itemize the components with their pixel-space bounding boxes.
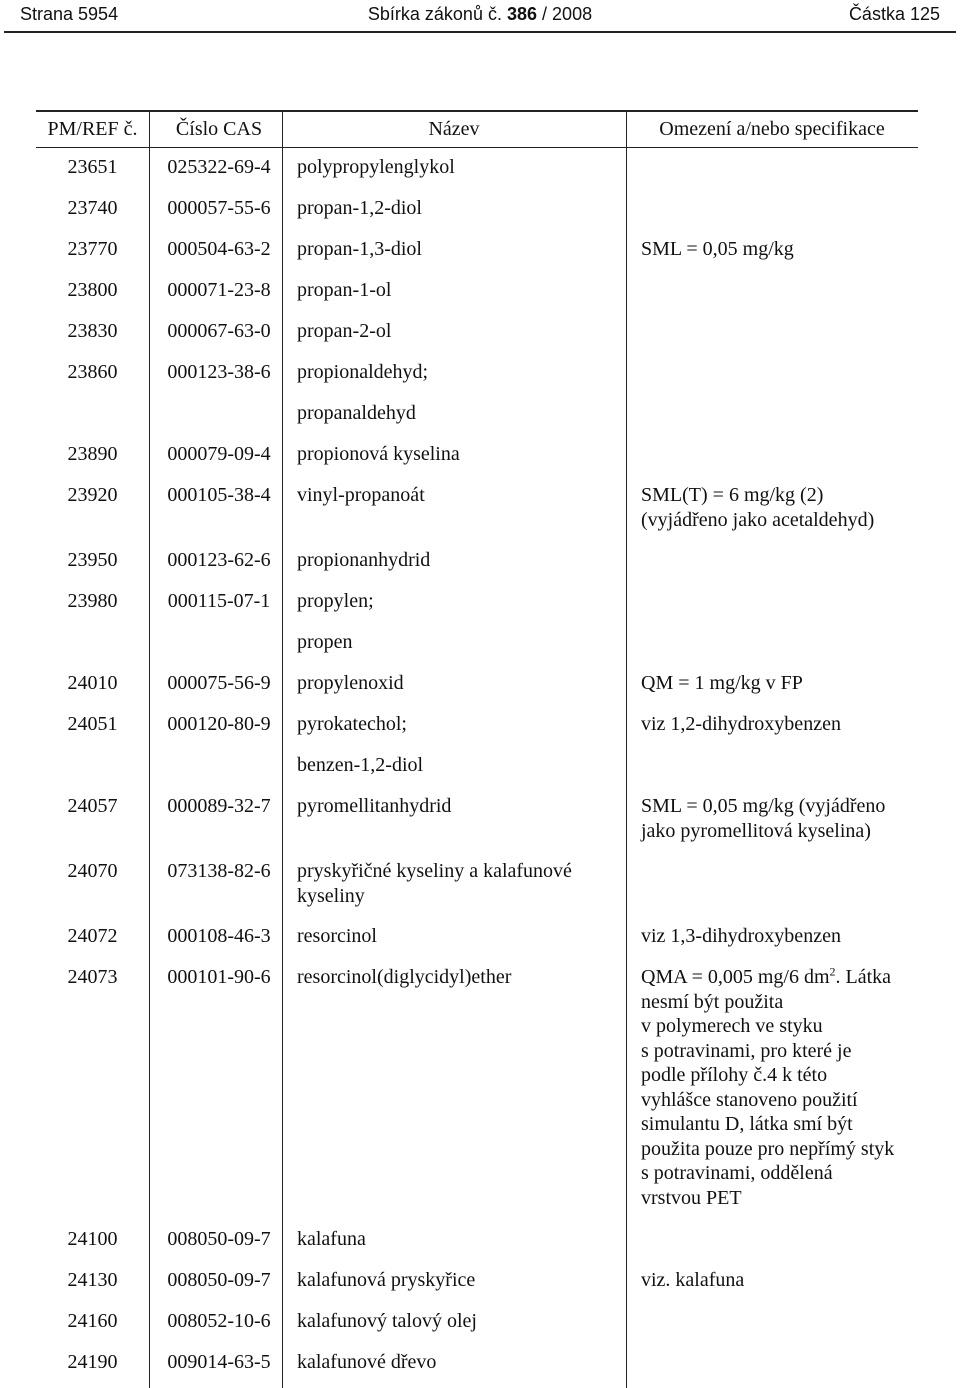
ref-number-cell: 23740 [67, 197, 118, 219]
ref-number-cell: 24190 [67, 1351, 118, 1373]
restriction-cell-line: jako pyromellitová kyselina) [641, 819, 871, 842]
substance-name-cell [297, 196, 637, 221]
column-header-spec: Omezení a/nebo specifikace [659, 118, 885, 140]
ref-number-cell: 24010 [67, 672, 118, 694]
note-line: vyhlášce stanoveno použití [641, 1088, 858, 1111]
substance-name-cell-line: propionaldehyd; [297, 361, 429, 383]
ref-number-cell: 24130 [67, 1269, 118, 1291]
table-header-rule [36, 147, 918, 148]
cas-number-cell: 000101-90-6 [167, 966, 271, 988]
ref-number-cell: 24160 [67, 1310, 118, 1332]
column-divider-2 [282, 110, 283, 1388]
cas-number-cell: 000067-63-0 [167, 320, 271, 342]
ref-number-cell: 24070 [67, 860, 118, 882]
ref-number-cell: 23860 [67, 361, 118, 383]
note-line [641, 965, 918, 990]
column-header-ref: PM/REF č. [47, 118, 138, 140]
substance-name-cell [297, 442, 637, 467]
qma-restriction-note [641, 965, 918, 1210]
ref-number-cell: 24057 [67, 795, 118, 817]
substance-name-cell-line: propylenoxid [297, 672, 404, 694]
ref-number-cell: 23920 [67, 484, 118, 506]
header-divider [4, 31, 956, 33]
substance-name-cell-line: vinyl-propanoát [297, 484, 425, 506]
substance-name-cell [297, 630, 637, 655]
substance-name-cell [297, 965, 637, 990]
cas-number-cell: 000089-32-7 [167, 795, 271, 817]
note-line: simulantu D, látka smí být [641, 1113, 853, 1135]
cas-number-cell: 009014-63-5 [167, 1351, 271, 1373]
substance-name-cell [297, 319, 637, 344]
substance-name-cell [297, 1268, 637, 1293]
substance-name-cell [297, 483, 637, 508]
substance-name-cell [297, 278, 637, 303]
note-line: vrstvou PET [641, 1186, 742, 1209]
cas-number-cell: 025322-69-4 [167, 156, 271, 178]
ref-number-cell: 23950 [67, 549, 118, 571]
qma-prefix: QMA = 0,005 mg/6 dm [641, 966, 830, 988]
note-line: s potravinami, pro které je [641, 1039, 852, 1062]
substance-name-cell-line: kalafunový talový olej [297, 1310, 477, 1332]
ref-number-cell: 24072 [67, 925, 118, 947]
restriction-cell [641, 671, 918, 696]
substance-name-cell-line: resorcinol(diglycidyl)ether [297, 966, 512, 988]
restriction-cell-line: viz 1,2-dihydroxybenzen [641, 713, 841, 735]
substance-name-cell [297, 589, 637, 614]
substance-name-cell [297, 155, 637, 180]
collection-year: / 2008 [542, 4, 593, 24]
substance-name-cell [297, 548, 637, 573]
substance-name-cell-line: kyseliny [297, 884, 365, 907]
ref-number-cell: 24073 [67, 966, 118, 988]
substance-name-cell-line: kalafunová pryskyřice [297, 1269, 476, 1291]
substance-name-cell [297, 1309, 637, 1334]
cas-number-cell: 000057-55-6 [167, 197, 271, 219]
substance-name-cell-line: kalafunové dřevo [297, 1351, 437, 1373]
cas-number-cell: 000123-38-6 [167, 361, 271, 383]
qma-superscript: 2 [829, 964, 836, 979]
substance-name-cell [297, 401, 637, 426]
restriction-cell-line: (vyjádřeno jako acetaldehyd) [641, 508, 875, 531]
restriction-cell [641, 483, 918, 532]
cas-number-cell: 000120-80-9 [167, 713, 271, 735]
cas-number-cell: 008052-10-6 [167, 1310, 271, 1332]
cas-number-cell: 000075-56-9 [167, 672, 271, 694]
ref-number-cell: 23890 [67, 443, 118, 465]
cas-number-cell: 073138-82-6 [167, 860, 271, 882]
substance-name-cell-line: propan-1-ol [297, 279, 392, 301]
ref-number-cell: 24100 [67, 1228, 118, 1250]
substance-name-cell [297, 1227, 637, 1252]
substance-name-cell [297, 1350, 637, 1375]
substance-name-cell [297, 360, 637, 385]
note-line: s potravinami, oddělená [641, 1162, 833, 1184]
ref-number-cell: 23800 [67, 279, 118, 301]
restriction-cell [641, 924, 918, 949]
page-header [0, 0, 960, 32]
substance-name-cell [297, 924, 637, 949]
substance-name-cell [297, 237, 637, 262]
ref-number-cell: 23651 [67, 156, 118, 178]
substance-name-cell-line: propen [297, 631, 353, 653]
substance-table [36, 110, 918, 1388]
substance-name-cell [297, 671, 637, 696]
collection-prefix: Sbírka zákonů č. [367, 4, 502, 24]
note-line: podle přílohy č.4 k této [641, 1064, 828, 1086]
substance-name-cell-line: kalafuna [297, 1228, 366, 1250]
substance-name-cell-line: polypropylenglykol [297, 156, 455, 178]
substance-name-cell-line: propylen; [297, 590, 374, 612]
restriction-cell-line: SML = 0,05 mg/kg [641, 238, 794, 260]
table-top-rule [36, 110, 918, 112]
collection-title [0, 4, 960, 25]
cas-number-cell: 000123-62-6 [167, 549, 271, 571]
substance-name-cell-line: propan-1,3-diol [297, 238, 422, 260]
column-header-cas: Číslo CAS [175, 118, 263, 140]
substance-name-cell [297, 859, 637, 908]
restriction-cell [641, 794, 918, 843]
restriction-cell-line: SML = 0,05 mg/kg (vyjádřeno [641, 795, 886, 817]
substance-name-cell-line: propan-2-ol [297, 320, 392, 342]
part-number: Částka 125 [848, 4, 940, 24]
ref-number-cell: 23770 [67, 238, 118, 260]
substance-name-cell-line: pyrokatechol; [297, 713, 407, 735]
cas-number-cell: 000079-09-4 [167, 443, 271, 465]
ref-number-cell: 23980 [67, 590, 118, 612]
restriction-cell-line: SML(T) = 6 mg/kg (2) [641, 484, 824, 506]
restriction-cell-line: QM = 1 mg/kg v FP [641, 672, 803, 694]
cas-number-cell: 000504-63-2 [167, 238, 271, 260]
restriction-cell [641, 237, 918, 262]
substance-name-cell-line: pyromellitanhydrid [297, 795, 452, 817]
substance-name-cell-line: pryskyřičné kyseliny a kalafunové [297, 860, 572, 882]
page-number: Strana 5954 [20, 4, 119, 24]
column-header-name: Název [428, 118, 480, 140]
note-line: nesmí být použita [641, 990, 784, 1013]
cas-number-cell: 008050-09-7 [167, 1269, 271, 1291]
substance-name-cell-line: resorcinol [297, 925, 377, 947]
substance-name-cell-line: propionová kyselina [297, 443, 460, 465]
restriction-cell-line: viz 1,3-dihydroxybenzen [641, 925, 841, 947]
restriction-cell [641, 1268, 918, 1293]
note-line: v polymerech ve styku [641, 1015, 823, 1037]
qma-suffix: . Látka [835, 966, 892, 988]
ref-number-cell: 24051 [67, 713, 118, 735]
substance-name-cell [297, 712, 637, 737]
note-line: použita pouze pro nepřímý styk [641, 1137, 895, 1160]
restriction-cell-line: viz. kalafuna [641, 1269, 745, 1291]
collection-number: 386 [506, 4, 538, 24]
cas-number-cell: 000105-38-4 [167, 484, 271, 506]
cas-number-cell: 000115-07-1 [167, 590, 271, 612]
substance-name-cell-line: propanaldehyd [297, 402, 416, 424]
restriction-cell [641, 712, 918, 737]
substance-name-cell-line: propan-1,2-diol [297, 197, 422, 219]
substance-name-cell [297, 794, 637, 819]
ref-number-cell: 23830 [67, 320, 118, 342]
cas-number-cell: 000108-46-3 [167, 925, 271, 947]
substance-name-cell-line: propionanhydrid [297, 549, 431, 571]
cas-number-cell: 000071-23-8 [167, 279, 271, 301]
cas-number-cell: 008050-09-7 [167, 1228, 271, 1250]
column-divider-1 [149, 110, 150, 1388]
substance-name-cell [297, 753, 637, 778]
substance-name-cell-line: benzen-1,2-diol [297, 754, 424, 776]
